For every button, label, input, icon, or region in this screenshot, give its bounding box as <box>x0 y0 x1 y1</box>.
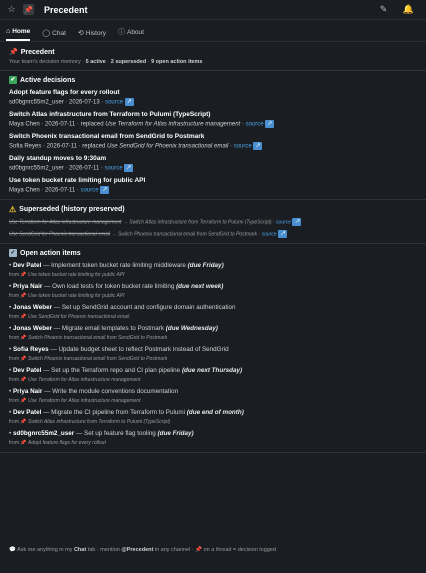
decision-meta: Maya Chen · 2026-07-11 · replaced Use Terraform for Atlas infrastructure management · source ↗ <box>9 121 273 128</box>
source-link[interactable]: source <box>104 165 123 172</box>
decision-meta: sd0bgnrc55m2_user · 2026-07-13 · source ↗ <box>9 99 132 106</box>
pushpin-icon: 📌 <box>20 377 27 383</box>
summary-line: Your team's decision memory · 5 active · 2 superseded · 9 open action items <box>9 59 203 65</box>
external-link-icon[interactable]: ↗ <box>255 143 261 149</box>
source-decision: Use SendGrid for Phoenix transactional email <box>28 314 130 320</box>
pushpin-icon: 📌 <box>20 419 27 425</box>
action-owner: Dev Patel <box>12 262 42 269</box>
decision-title: Adopt feature flags for every rollout <box>9 89 120 96</box>
source-link[interactable]: source <box>261 231 277 238</box>
check-icon: ✔ <box>10 77 16 83</box>
superseded-item: Use Terraform for Atlas infrastructure management → Switch Atlas infrastructure from Terraform to Pulumi (TypeScript) · source ↗ <box>9 219 300 226</box>
due-date: (due next Thursday) <box>181 367 243 374</box>
action-owner: Dev Patel <box>12 367 42 374</box>
action-item: • Priya Nair — Write the module conventions documentation from 📌 Use Terraform for Atlas infrastructure management <box>9 388 179 404</box>
action-owner: sd0bgnrc55m2_user <box>12 430 75 437</box>
source-link[interactable]: source <box>80 187 99 194</box>
active-decisions-heading: ✔ Active decisions <box>10 76 76 84</box>
action-item: • Jonas Weber — Migrate email templates to Postmark (due Wednesday) from 📌 Switch Phoenix transactional email from SendGrid to Postmark <box>9 325 218 341</box>
action-items-heading: ✓ Open action items <box>10 249 81 257</box>
tab-about[interactable]: ⓘ About <box>117 28 144 36</box>
source-decision: Use Terraform for Atlas infrastructure management <box>28 398 141 404</box>
pushpin-icon: 📌 <box>195 547 203 553</box>
source-link[interactable]: source <box>245 121 264 128</box>
source-decision: Use token bucket rate limiting for public API <box>28 293 125 299</box>
decision-title: Daily standup moves to 9:30am <box>9 155 107 162</box>
external-link-icon[interactable]: ↗ <box>126 99 132 105</box>
pushpin-icon: 📌 <box>20 293 27 299</box>
decision-title: Switch Atlas infrastructure from Terraform to Pulumi (TypeScript) <box>9 111 211 118</box>
due-date: (due end of month) <box>186 409 244 416</box>
replaced-decision: Use SendGrid for Phoenix transactional email <box>106 143 229 150</box>
action-owner: Sofia Reyes <box>12 346 49 353</box>
tab-history[interactable]: ⟲ History <box>77 29 106 37</box>
due-date: (due Friday) <box>187 262 224 269</box>
decision-title: Switch Phoenix transactional email from SendGrid to Postmark <box>9 133 205 140</box>
tab-bar <box>0 20 426 42</box>
bell-icon[interactable]: 🔔 <box>402 4 415 14</box>
warning-icon: ⚠ <box>9 205 17 214</box>
pushpin-icon: 📌 <box>20 398 27 404</box>
external-link-icon[interactable]: ↗ <box>102 187 108 193</box>
source-decision: Switch Atlas infrastructure from Terraform to Pulumi (TypeScript) <box>28 419 171 425</box>
action-owner: Priya Nair <box>12 388 43 395</box>
source-decision: Use token bucket rate limiting for public API <box>28 272 125 278</box>
tab-chat[interactable]: ◯ Chat <box>42 29 66 37</box>
due-date: (due next week) <box>176 283 224 290</box>
pin-icon[interactable]: 📌 <box>23 4 34 15</box>
decision-meta: Sofia Reyes · 2026-07-11 · replaced Use SendGrid for Phoenix transactional email · source ↗ <box>9 143 261 150</box>
due-date: (due Friday) <box>157 430 194 437</box>
action-item: • Dev Patel — Set up the Terraform repo and CI plan pipeline (due next Thursday) from 📌 Use Terraform for Atlas infrastructure management <box>9 367 243 383</box>
action-owner: Priya Nair <box>12 283 43 290</box>
divider <box>0 70 426 71</box>
replaced-decision: Use Terraform for Atlas infrastructure management <box>105 121 241 128</box>
source-decision: Adopt feature flags for every rollout <box>28 440 106 446</box>
star-icon[interactable]: ☆ <box>7 4 16 14</box>
decision-title: Use token bucket rate limiting for public API <box>9 177 146 184</box>
external-link-icon[interactable]: ↗ <box>294 219 300 225</box>
action-item: • Dev Patel — Implement token bucket rate limiting middleware (due Friday) from 📌 Use token bucket rate limiting for public API <box>9 262 224 278</box>
source-link[interactable]: source <box>276 219 292 226</box>
source-decision: Use Terraform for Atlas infrastructure management <box>28 377 141 383</box>
external-link-icon[interactable]: ↗ <box>280 231 286 237</box>
home-icon: ⌂ <box>6 28 11 35</box>
source-decision: Switch Phoenix transactional email from SendGrid to Postmark <box>28 335 168 341</box>
footer-hint: 💬 Ask me anything in my Chat tab · mention @Precedent in any channel · 📌 on a thread = decision logged <box>9 547 276 553</box>
chat-icon: ◯ <box>42 30 51 37</box>
pushpin-icon: 📌 <box>20 356 27 362</box>
action-item: • Jonas Weber — Set up SendGrid account and configure domain authentication from 📌 Use SendGrid for Phoenix transactional email <box>9 304 236 320</box>
external-link-icon[interactable]: ↗ <box>267 121 273 127</box>
action-item: • sd0bgnrc55m2_user — Set up feature flag tooling (due Friday) from 📌 Adopt feature flags for every rollout <box>9 430 194 446</box>
action-item: • Dev Patel — Migrate the CI pipeline from Terraform to Pulumi (due end of month) from 📌 Switch Atlas infrastructure from Terraform to Pulumi (TypeScript) <box>9 409 244 425</box>
source-link[interactable]: source <box>105 99 124 106</box>
action-item: • Priya Nair — Own load tests for token bucket rate limiting (due next week) from 📌 Use token bucket rate limiting for public API <box>9 283 224 299</box>
superseded-heading: ⚠ Superseded (history preserved) <box>9 205 125 214</box>
pushpin-icon: 📌 <box>20 335 27 341</box>
action-owner: Jonas Weber <box>12 304 53 311</box>
tab-home[interactable]: ⌂ Home <box>6 28 30 41</box>
divider <box>0 199 426 200</box>
app-title: Precedent <box>44 4 88 15</box>
pushpin-icon: 📌 <box>9 49 18 56</box>
divider <box>0 243 426 244</box>
pushpin-icon: 📌 <box>20 440 27 446</box>
decision-meta: sd0bgnrc55m2_user · 2026-07-11 · source ↗ <box>9 165 132 172</box>
checkbox-icon: ✓ <box>10 250 16 256</box>
external-link-icon[interactable]: ↗ <box>126 165 132 171</box>
action-item: • Sofia Reyes — Update budget sheet to reflect Postmark instead of SendGrid from 📌 Switch Phoenix transactional email from SendGrid to Postmark <box>9 346 229 362</box>
divider <box>0 452 426 453</box>
pushpin-icon: 📌 <box>20 314 27 320</box>
history-icon: ⟲ <box>77 30 84 37</box>
source-link[interactable]: source <box>233 143 252 150</box>
action-owner: Jonas Weber <box>12 325 53 332</box>
info-icon: ⓘ <box>117 29 125 36</box>
speech-bubble-icon: 💬 <box>9 547 16 553</box>
action-owner: Dev Patel <box>12 409 42 416</box>
due-date: (due Wednesday) <box>165 325 218 332</box>
home-content <box>0 42 426 453</box>
top-bar <box>0 0 426 20</box>
compose-icon[interactable]: ✎ <box>379 4 388 14</box>
app-heading: 📌 Precedent <box>9 48 55 56</box>
pushpin-icon: 📌 <box>20 272 27 278</box>
source-decision: Switch Phoenix transactional email from SendGrid to Postmark <box>28 356 168 362</box>
decision-meta: Maya Chen · 2026-07-11 · source ↗ <box>9 187 108 194</box>
superseded-item: Use SendGrid for Phoenix transactional email → Switch Phoenix transactional email from SendGrid to Postmark · source ↗ <box>9 231 286 238</box>
